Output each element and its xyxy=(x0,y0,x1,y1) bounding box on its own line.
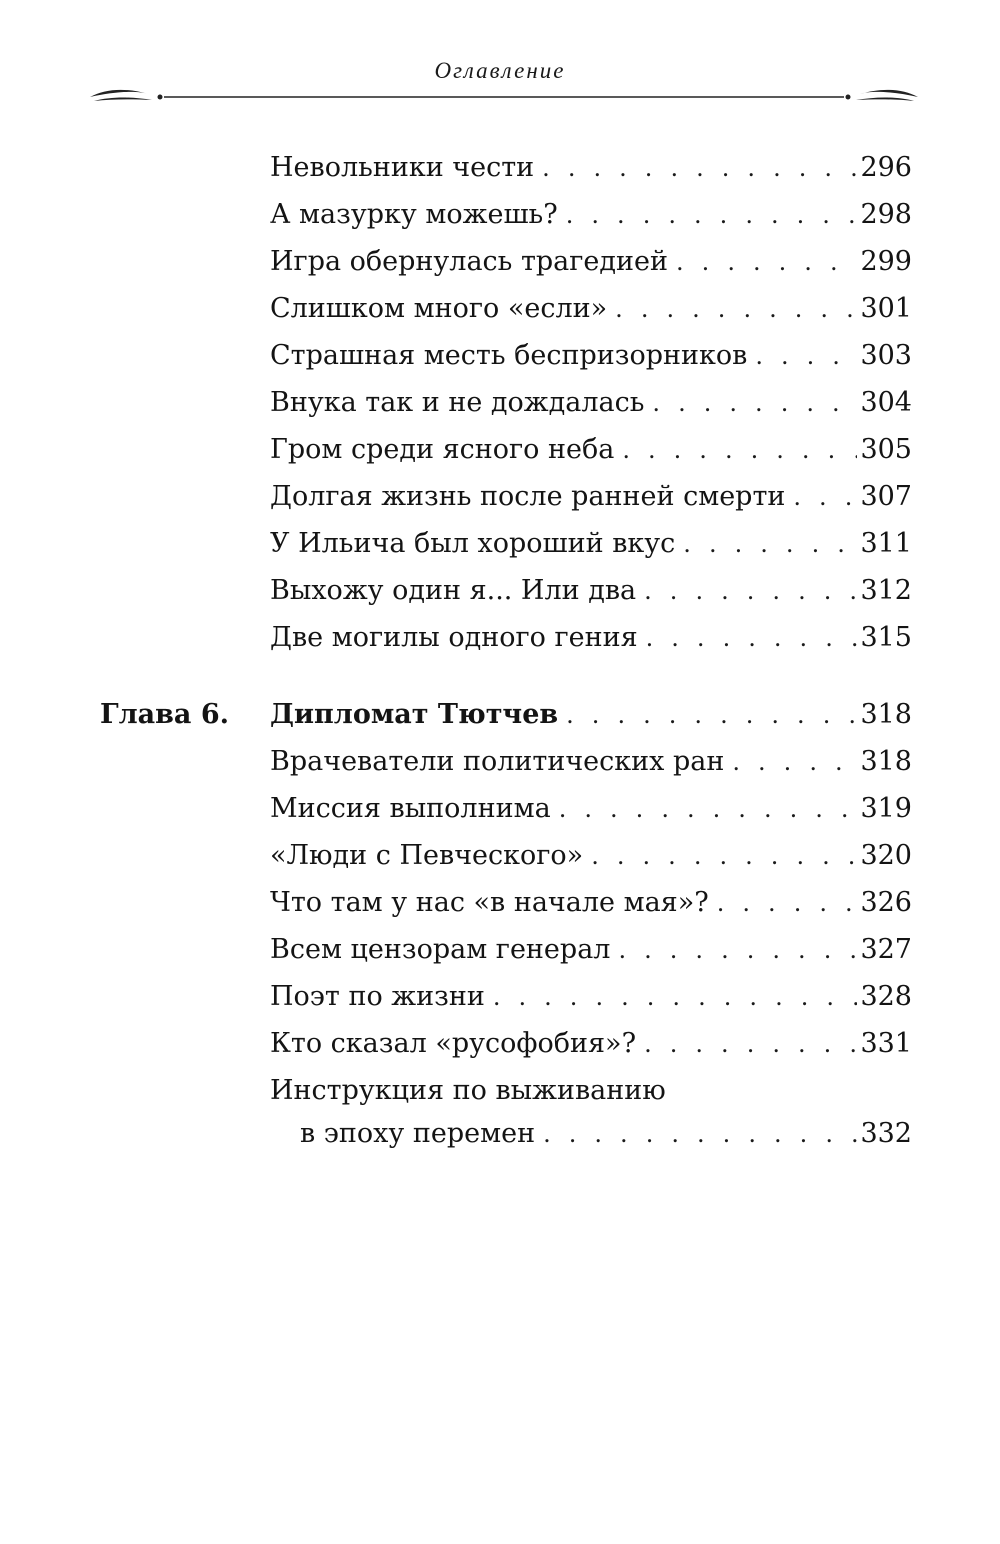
dot-leader xyxy=(644,571,857,611)
toc-entry[interactable] xyxy=(270,742,912,782)
dot-leader xyxy=(676,242,857,282)
entry-page: 318 xyxy=(860,746,912,777)
dot-leader xyxy=(644,1024,857,1064)
entry-title: Выхожу один я... Или два xyxy=(270,575,637,606)
dot-leader xyxy=(652,383,857,423)
entry-page: 311 xyxy=(860,528,912,559)
entry-page: 301 xyxy=(860,293,912,324)
entry-title: Внука так и не дождалась xyxy=(270,387,645,418)
toc-entry[interactable] xyxy=(270,148,912,188)
entry-page: 331 xyxy=(860,1028,912,1059)
toc-entry[interactable] xyxy=(270,836,912,876)
toc-entry[interactable] xyxy=(270,1024,912,1064)
dot-leader xyxy=(732,742,857,782)
entry-page: 303 xyxy=(860,340,912,371)
toc-entry[interactable] xyxy=(270,477,912,517)
entry-page: 332 xyxy=(860,1118,912,1149)
dot-leader xyxy=(493,977,858,1017)
entry-page: 312 xyxy=(860,575,912,606)
entry-title: Долгая жизнь после ранней смерти xyxy=(270,481,786,512)
entry-title: Две могилы одного гения xyxy=(270,622,638,653)
entry-title: У Ильича был хороший вкус xyxy=(270,528,676,559)
dot-leader xyxy=(618,930,857,970)
toc-entry[interactable] xyxy=(270,383,912,423)
entry-page: 328 xyxy=(860,981,912,1012)
entry-page: 298 xyxy=(860,199,912,230)
dot-leader xyxy=(793,477,857,517)
toc-entry[interactable] xyxy=(270,524,912,564)
entry-title: Невольники чести xyxy=(270,152,535,183)
dot-leader xyxy=(543,1114,857,1154)
entry-title: Игра обернулась трагедией xyxy=(270,246,668,277)
chapter-label: Глава 6. xyxy=(100,699,230,730)
toc-entry[interactable] xyxy=(270,571,912,611)
chapter-title: Дипломат Тютчев xyxy=(270,699,559,730)
toc-entry[interactable] xyxy=(270,336,912,376)
chapter-heading-entry[interactable] xyxy=(270,695,912,735)
entry-page: 307 xyxy=(860,481,912,512)
entry-title-line1[interactable]: Инструкция по выживанию xyxy=(270,1075,666,1106)
entry-title: Страшная месть беспризорников xyxy=(270,340,748,371)
entry-page: 327 xyxy=(860,934,912,965)
toc-entry[interactable] xyxy=(270,883,912,923)
entry-title: Всем цензорам генерал xyxy=(270,934,611,965)
entry-page: 304 xyxy=(860,387,912,418)
entry-page: 319 xyxy=(860,793,912,824)
entry-title: Врачеватели политических ран xyxy=(270,746,725,777)
toc-entry[interactable] xyxy=(270,430,912,470)
toc-entry[interactable] xyxy=(270,930,912,970)
dot-leader xyxy=(717,883,858,923)
entry-page: 299 xyxy=(860,246,912,277)
running-head: Оглавление xyxy=(434,58,566,83)
toc-entry[interactable] xyxy=(270,195,912,235)
toc-entry[interactable] xyxy=(300,1114,912,1154)
entry-page: 315 xyxy=(860,622,912,653)
dot-leader xyxy=(622,430,857,470)
entry-title: «Люди с Певческого» xyxy=(270,840,584,871)
dot-leader xyxy=(566,195,858,235)
dot-leader xyxy=(559,789,858,829)
entry-page: 296 xyxy=(860,152,912,183)
dot-leader xyxy=(683,524,857,564)
dot-leader xyxy=(615,289,857,329)
entry-title: Кто сказал «русофобия»? xyxy=(270,1028,637,1059)
dot-leader xyxy=(566,695,857,735)
dot-leader xyxy=(542,148,857,188)
toc-entry[interactable] xyxy=(270,618,912,658)
entry-title: Что там у нас «в начале мая»? xyxy=(270,887,709,918)
dot-leader xyxy=(591,836,857,876)
toc-entry[interactable] xyxy=(270,977,912,1017)
toc-entry[interactable] xyxy=(270,789,912,829)
entry-page: 320 xyxy=(860,840,912,871)
entry-title: А мазурку можешь? xyxy=(270,199,558,230)
entry-title: Слишком много «если» xyxy=(270,293,608,324)
toc-entry[interactable] xyxy=(270,242,912,282)
dot-leader xyxy=(646,618,858,658)
entry-title: Поэт по жизни xyxy=(270,981,485,1012)
entry-page: 305 xyxy=(860,434,912,465)
entry-title: Миссия выполнима xyxy=(270,793,551,824)
toc-entry[interactable] xyxy=(270,289,912,329)
entry-title: Гром среди ясного неба xyxy=(270,434,615,465)
entry-page: 326 xyxy=(860,887,912,918)
dot-leader xyxy=(755,336,857,376)
entry-title-line2: в эпоху перемен xyxy=(300,1118,536,1149)
entry-page: 318 xyxy=(860,699,912,730)
